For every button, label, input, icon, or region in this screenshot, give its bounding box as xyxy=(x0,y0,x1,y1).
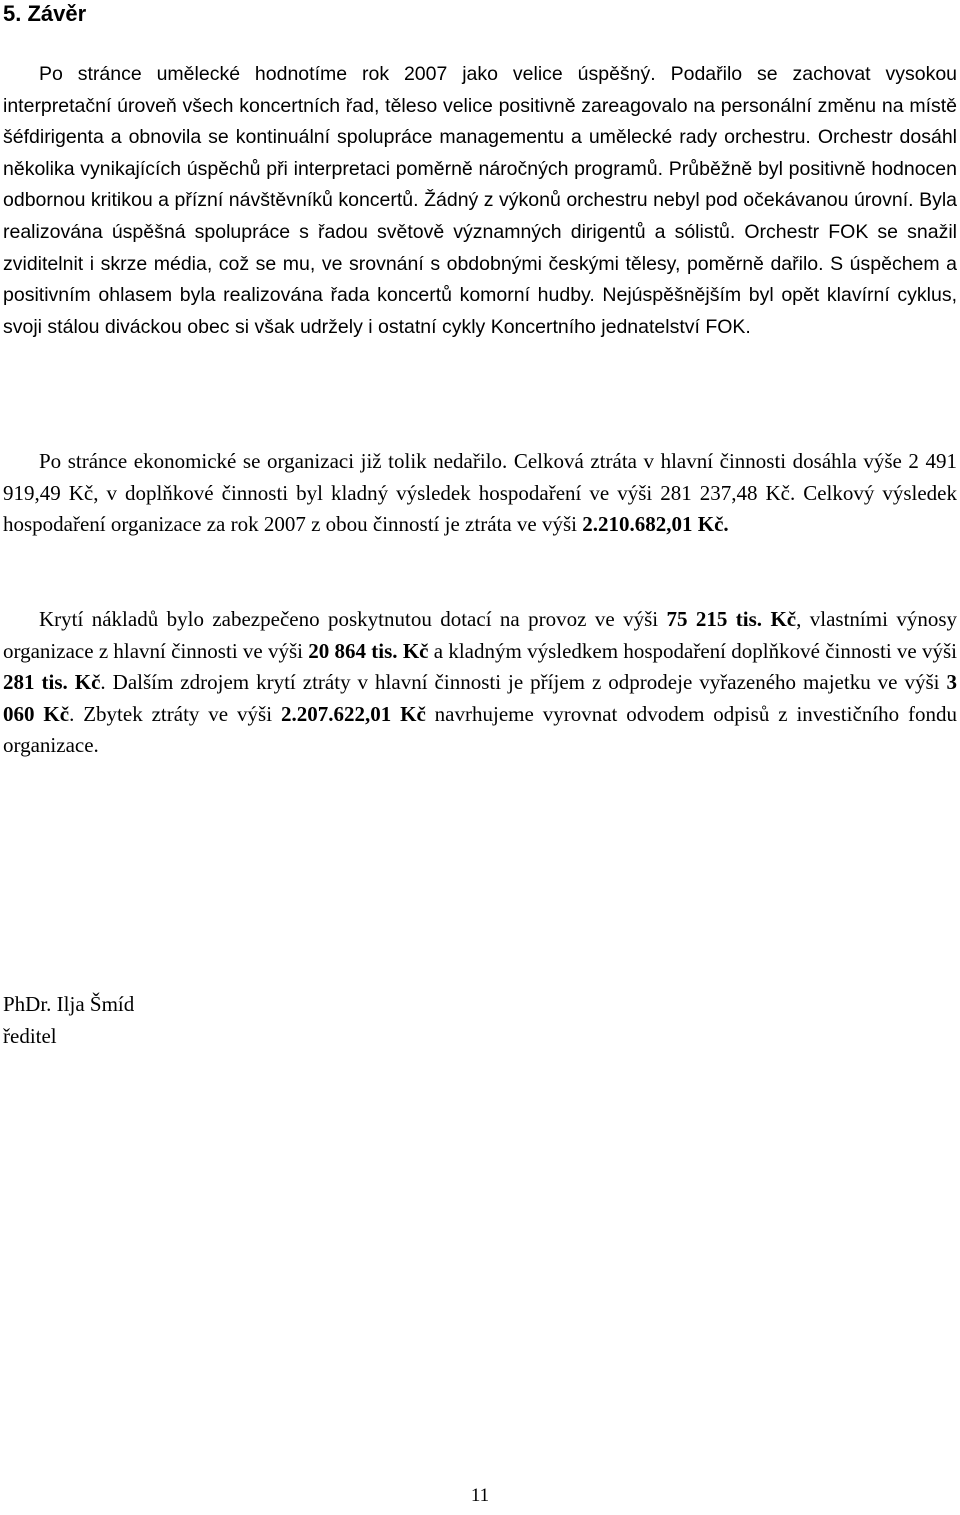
subsidy-value: 75 215 tis. Kč xyxy=(666,607,797,631)
page-number: 11 xyxy=(470,1485,490,1506)
sentence: Orchestr dosáhl několika vynikajících úspěchů při interpretaci poměrně náročných programů. xyxy=(3,126,957,180)
paragraph-text: a kladným výsledkem hospodaření doplňkové činnosti ve výši xyxy=(428,638,958,663)
total-loss-value: 2.210.682,01 Kč. xyxy=(582,512,729,537)
own-revenue-value: 20 864 tis. Kč xyxy=(308,638,429,663)
sentence: Žádný z výkonů orchestru nebyl pod očekávanou úrovní. xyxy=(424,189,914,212)
sentence: Podařilo se zachovat vysokou interpretační úroveň všech koncertních řad, těleso velice positivně zareagovalo na personální změnu na místě šéfdirigenta a obnovila se kontinuální spolupráce managementu a umělecké rady orchestru. xyxy=(3,63,958,149)
section-heading: 5. Závěr xyxy=(3,1,87,26)
signatory-name: PhDr. Ilja Šmíd xyxy=(3,992,135,1016)
asset-sale-value: 3 060 Kč xyxy=(3,670,958,726)
cost-coverage-paragraph xyxy=(3,604,957,762)
paragraph-text: . Dalším zdrojem krytí ztráty v hlavní činnosti je příjem z odprodeje vyřazeného majetku ve výši xyxy=(100,670,947,695)
sentence: Průběžně byl positivně hodnocen odbornou kritikou a přízní návštěvníků koncertů. xyxy=(3,157,957,212)
remainder-value: 2.207.622,01 Kč xyxy=(280,701,426,726)
sentence: Byla realizována úspěšná spolupráce s řadou světově významných dirigentů a sólistů. xyxy=(3,189,958,243)
sentence: Orchestr FOK se snažil zviditelnit i skrze média, což se mu, ve srovnání s obdobnými českými tělesy, poměrně dařilo. xyxy=(3,220,957,275)
secondary-result-value: 281 tis. Kč xyxy=(3,670,101,695)
sentence: Nejúspěšnějším byl opět klavírní cyklus, svoji stálou diváckou obec si však udržely i ostatní cykly Koncertního jednatelství FOK. xyxy=(3,284,957,338)
artistic-evaluation-paragraph xyxy=(3,59,957,343)
sentence: S úspěchem a positivním ohlasem byla realizována řada koncertů komorní hudby. xyxy=(3,252,958,307)
signature-block xyxy=(3,988,134,1052)
paragraph-text: . Zbytek ztráty ve výši xyxy=(69,701,281,726)
signatory-role: ředitel xyxy=(3,1024,57,1048)
sentence: Po stránce umělecké hodnotíme rok 2007 jako velice úspěšný. xyxy=(39,63,656,85)
paragraph-text: navrhujeme vyrovnat odvodem odpisů z investičního fondu organizace. xyxy=(3,701,957,758)
economic-evaluation-paragraph xyxy=(3,446,957,541)
paragraph-text: Krytí nákladů bylo zabezpečeno poskytnutou dotací na provoz ve výši xyxy=(39,607,667,631)
paragraph-text: , vlastními výnosy organizace z hlavní činnosti ve výši xyxy=(3,607,957,663)
paragraph-text: Po stránce ekonomické se organizaci již tolik nedařilo. Celková ztráta v hlavní činnosti dosáhla výše 2 491 919,49 Kč, v doplňkové činnosti byl kladný výsledek hospodaření ve výši 281 237,48 Kč. Celkový výsledek hospodaření organizace za rok 2007 z obou činností je ztráta ve výši xyxy=(3,449,957,537)
